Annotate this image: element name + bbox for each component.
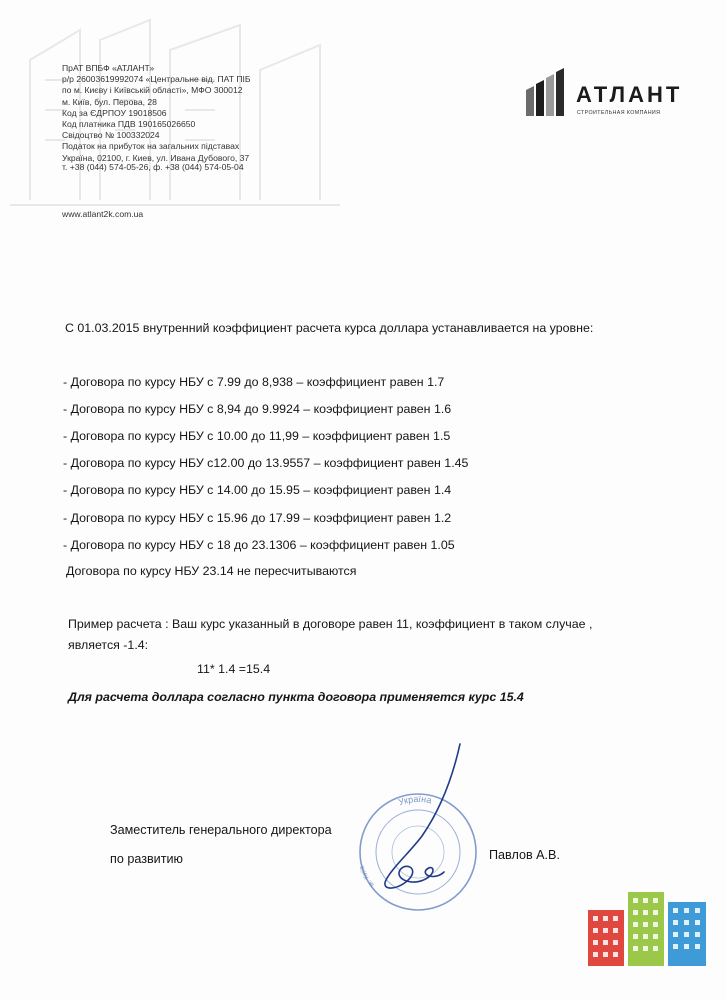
- rate-item: - Договора по курсу НБУ с 14.00 до 15.95 – коэффициент равен 1.4: [63, 483, 452, 497]
- rate-item: - Договора по курсу НБУ с 18 до 23.1306 – коэффициент равен 1.05: [63, 538, 455, 552]
- logo-subtitle: СТРОИТЕЛЬНАЯ КОМПАНИЯ: [577, 110, 661, 116]
- stamp-text-top: Україна: [397, 793, 433, 808]
- atlant-logo: [524, 68, 683, 123]
- example-calculation: 11* 1.4 =15.4: [197, 662, 271, 676]
- example-line-1: Пример расчета : Ваш курс указанный в договоре равен 11, коэффициент в таком случае ,: [68, 617, 593, 631]
- requisite-line: р/р 26003619992074 «Центральне від. ПАТ ПІБ: [62, 74, 251, 85]
- logo-wordmark: АТЛАНТ: [576, 82, 683, 107]
- requisite-line: Код платника ПДВ 190165026650: [62, 119, 196, 130]
- stamp-outer-ring: [360, 794, 476, 910]
- requisite-line: Україна, 02100, г. Киев, ул. Ивана Дубового, 37: [62, 152, 250, 163]
- rate-item: - Договора по курсу НБУ с 10.00 до 11,99 – коэффициент равен 1.5: [63, 429, 451, 443]
- rate-item: - Договора по курсу НБУ с12.00 до 13.9557 – коэффициент равен 1.45: [63, 456, 469, 470]
- signatory-name: Павлов А.В.: [489, 848, 560, 862]
- requisite-line: ПрАТ ВПБФ «АТЛАНТ»: [62, 63, 155, 73]
- rate-item: - Договора по курсу НБУ с 7.99 до 8,938 – коэффициент равен 1.7: [63, 375, 445, 389]
- rate-item-no-recalc: Договора по курсу НБУ 23.14 не пересчитываются: [66, 564, 357, 578]
- corner-buildings-logo: [588, 888, 710, 966]
- requisite-line: м. Київ, бул. Перова, 28: [62, 96, 157, 107]
- stamp-text-left: м. Київ: [358, 864, 376, 888]
- fax-number: +38 (044) 574-05-04: [165, 162, 244, 172]
- company-stamp: [340, 740, 490, 920]
- company-requisites: [62, 63, 251, 164]
- requisite-line: Податок на прибуток на загальних підставах: [62, 141, 240, 152]
- letter-conclusion: Для расчета доллара согласно пункта договора применяется курс 15.4: [68, 690, 524, 704]
- signatory-title-line-2: по развитию: [110, 852, 183, 866]
- letter-intro: С 01.03.2015 внутренний коэффициент расчета курса доллара устанавливается на уровне:: [65, 321, 594, 335]
- signatory-title-line-1: Заместитель генерального директора: [110, 823, 332, 837]
- requisite-line: Код за ЄДРПОУ 19018506: [62, 107, 167, 118]
- rate-item: - Договора по курсу НБУ с 15.96 до 17.99 – коэффициент равен 1.2: [63, 511, 452, 525]
- contact-phones: [62, 162, 244, 172]
- fax-label: ф.: [153, 162, 163, 172]
- company-website: www.atlant2k.com.ua: [62, 209, 144, 219]
- example-line-2: является -1.4:: [68, 638, 149, 652]
- atlant-logo-icon: [524, 68, 574, 118]
- phone-label: т.: [62, 162, 68, 172]
- requisite-line: Свідоцтво № 100332024: [62, 130, 160, 141]
- phone-number: +38 (044) 574-05-26,: [69, 162, 151, 172]
- rate-item: - Договора по курсу НБУ с 8,94 до 9.9924 – коэффициент равен 1.6: [63, 402, 452, 416]
- requisite-line: по м. Києву і Київській області», МФО 300012: [62, 85, 243, 96]
